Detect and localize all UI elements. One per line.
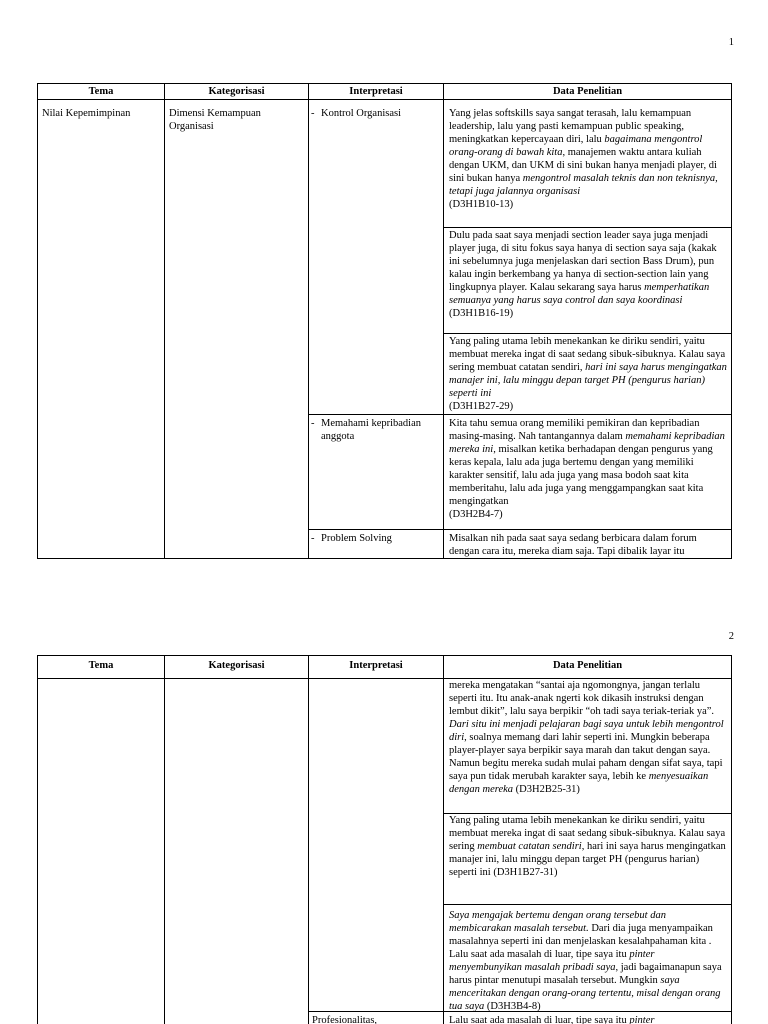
header-data-penelitian: Data Penelitian xyxy=(552,86,623,97)
data-code: (D3H1B27-29) xyxy=(449,401,514,412)
research-data-entry: Kita tahu semua orang memiliki pemikiran dan kepribadian masing-masing. Nah tantangannya dalam memahami kepribadian mereka ini, misalkan ketika berhadapan dengan pengurus yang keras kepala, lalu ada juga bertemu dengan yang memiliki karakter sensitif, lalu ada juga yang masa bodoh saat kita memberitahu, lalu ada juga yang menggampangkan saat kita mengingatkan (D3H2B4-7) xyxy=(449,418,725,520)
data-code: (D3H3B4-8) xyxy=(484,1001,541,1012)
interpretasi-item: - Problem Solving xyxy=(311,533,392,544)
data-code: (D3H2B25-31) xyxy=(513,784,580,795)
coding-table xyxy=(37,655,732,1024)
header-tema: Tema xyxy=(88,660,114,671)
research-data-entry: mereka mengatakan “santai aja ngomongnya, jangan terlalu seperti itu. Itu anak-anak ngerti kok dikasih instruksi dengan lembut dikit”, lalu saya berpikir “oh tadi saya teriak-teriak ya”. Dari situ ini menjadi pelajaran bagi saya untuk lebih mengontrol diri, soalnya memang dari lahir seperti ini. Mungkin beberapa player-player saya berpikir saya marah dan takut dengan saya. Namun begitu mereka sudah mulai paham dengan sifat saya, tapi saya pun tidak merubah karakter saya, lebih ke menyesuaikan dengan mereka (D3H2B25-31) xyxy=(449,680,724,795)
tema-cell: Nilai Kepemimpinan xyxy=(42,108,131,119)
page-2 xyxy=(0,612,768,1024)
research-data-entry: Lalu saat ada masalah di luar, tipe saya itu pinter xyxy=(449,1015,655,1024)
page-number: 1 xyxy=(728,37,734,48)
header-kategorisasi: Kategorisasi xyxy=(208,86,265,97)
kategorisasi-cell: Dimensi Kemampuan Organisasi xyxy=(169,108,261,132)
page-number: 2 xyxy=(728,631,734,642)
research-data-entry: Saya mengajak bertemu dengan orang tersebut dan membicarakan masalah tersebut. Dari dia juga menyampaikan masalahnya seperti ini dan menjelaskan kesalahpahaman kita . Lalu saat ada masalah di luar, tipe saya itu pinter menyembunyikan masalah pribadi saya, jadi bagaimanapun saya harus pintar menutupi masalah tersebut. Mungkin saya menceritakan dengan orang-orang tertentu, misal dengan orang tua saya (D3H3B4-8) xyxy=(449,910,722,1012)
research-data-entry: Yang paling utama lebih menekankan ke diriku sendiri, yaitu membuat mereka ingat di saat sedang sibuk-sibuknya. Kalau saya sering membuat catatan sendiri, hari ini saya harus mengingatkan manajer ini, lalu minggu depan target PH (pengurus harian) seperti ini (D3H1B27-29) xyxy=(449,336,727,412)
interpretasi-item: - Kontrol Organisasi xyxy=(311,108,402,119)
coding-table xyxy=(37,83,732,559)
research-data-entry: Misalkan nih pada saat saya sedang berbicara dalam forum dengan cara itu, mereka diam saja. Tapi dibalik layar itu xyxy=(449,533,697,557)
interpretasi-item: Profesionalitas, xyxy=(312,1015,378,1024)
header-data-penelitian: Data Penelitian xyxy=(552,660,623,671)
interpretasi-item: - Memahami kepribadian anggota xyxy=(311,418,422,442)
header-tema: Tema xyxy=(88,86,114,97)
data-code: (D3H1B10-13) xyxy=(449,199,514,210)
header-kategorisasi: Kategorisasi xyxy=(208,660,265,671)
data-code: (D3H2B4-7) xyxy=(449,509,503,520)
research-data-entry: Yang jelas softskills saya sangat terasah, lalu kemampuan leadership, lalu yang pasti kemampuan public speaking, meningkatkan kepercayaan diri, lalu bagaimana mengontrol orang-orang di bawah kita, manajemen waktu antara kuliah dengan UKM, dan UKM di sini bukan hanya menjadi player, di sini bukan hanya mengontrol masalah teknis dan non teknisnya, tetapi juga jalannya organisasi (D3H1B10-13) xyxy=(449,108,718,210)
research-data-entry: Yang paling utama lebih menekankan ke diriku sendiri, yaitu membuat mereka ingat di saat sedang sibuk-sibuknya. Kalau saya sering membuat catatan sendiri, hari ini saya harus mengingatkan manajer ini, lalu minggu depan target PH (pengurus harian) seperti ini (D3H1B27-31) xyxy=(449,815,726,878)
header-interpretasi: Interpretasi xyxy=(349,86,403,97)
header-interpretasi: Interpretasi xyxy=(349,660,403,671)
research-data-entry: Dulu pada saat saya menjadi section leader saya juga menjadi player juga, di situ fokus saya hanya di section saya saja (kakak ini sebelumnya juga menjelaskan dari section Bass Drum), pun kalau ingin berkembang ya hanya di section-section lain yang lingkupnya player. Kalau sekarang saya harus memperhatikan semuanya yang harus saya control dan saya koordinasi (D3H1B16-19) xyxy=(449,230,717,319)
data-code: (D3H1B16-19) xyxy=(449,308,514,319)
